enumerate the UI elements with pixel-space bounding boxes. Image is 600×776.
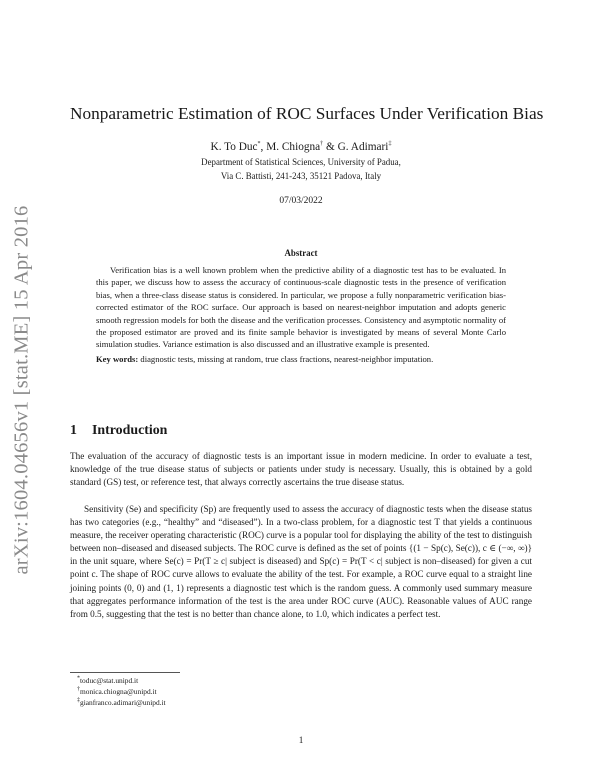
paper-title: Nonparametric Estimation of ROC Surfaces Under Verification Bias xyxy=(70,104,544,123)
author-2-mark: † xyxy=(320,141,324,148)
intro-paragraph-2: Sensitivity (Se) and specificity (Sp) are frequently used to assess the accuracy of diagnostic tests when the disease status has two categories (e.g., “healthy” and “diseased”). In a two-class problem, for a diagnostic test T that yields a continuous measure, the receiver operating characteristic (ROC) curve is a popular tool for displaying the ability of the test to distinguish between non–diseased and diseased subjects. The ROC curve is defined as the set of points {(1 − Sp(c), Se(c)), c ∈ (−∞, ∞)} in the unit square, where Se(c) = Pr(T ≥ c| subject is diseased) and Sp(c) = Pr(T < c| subject is non–diseased) for given a cut point c. The shape of ROC curve allows to evaluate the ability of the test. For example, a ROC curve equal to a straight line joining points (0, 0) and (1, 1) represents a diagnostic test which is the random guess. A commonly used summary measure that aggregates performance information of the test is the area under ROC curve (AUC). Reasonable values of AUC range from 0.5, suggesting that the test is no better than chance alone, to 1.0, which indicates a perfect test. xyxy=(70,504,532,619)
abstract-heading: Abstract xyxy=(284,248,318,258)
affiliation-line-2: Via C. Battisti, 241-243, 35121 Padova, Italy xyxy=(220,171,382,181)
author-1-mark: * xyxy=(257,141,261,148)
page-number: 1 xyxy=(298,735,304,745)
author-1: K. To Duc xyxy=(210,141,258,153)
affiliation-line-1: Department of Statistical Sciences, University of Padua, xyxy=(201,157,401,167)
author-3: & G. Adimari xyxy=(323,141,389,153)
footnote-1 xyxy=(77,676,138,685)
keywords-text: diagnostic tests, missing at random, true class fractions, nearest-neighbor imputation. xyxy=(138,354,434,364)
footnote-1-mark: * xyxy=(77,675,80,682)
arxiv-identifier: arXiv:1604.04656v1 [stat.ME] 15 Apr 2016 xyxy=(10,205,33,575)
footnote-3-text: gianfranco.adimari@unipd.it xyxy=(80,698,166,707)
keywords-label: Key words: xyxy=(96,354,139,364)
section-number: 1 xyxy=(70,423,77,438)
footnote-2-text: monica.chiogna@unipd.it xyxy=(80,687,157,696)
abstract-text: Verification bias is a well known problem when the predictive ability of a diagnostic test has to be evaluated. In this paper, we discuss how to assess the accuracy of continuous-scale diagnostic tests in the presence of verification bias, when a three-class disease status is considered. In particular, we propose a fully nonparametric verification bias-corrected estimator of the ROC surface. Our approach is based on nearest-neighbor imputation and adopts generic smooth regression models for both the disease and the verification processes. Consistency and asymptotic normality of the proposed estimator are proved and its finite sample behavior is investigated by means of several Monte Carlo simulation studies. Variance estimation is also discussed and an illustrative example is presented. xyxy=(96,265,506,350)
footnote-2 xyxy=(77,687,157,696)
footnote-2-mark: † xyxy=(77,686,80,693)
section-heading xyxy=(70,423,167,439)
intro-paragraph-1: The evaluation of the accuracy of diagnostic tests is an important issue in modern medicine. In order to evaluate a test, knowledge of the true disease status of subjects or patients under study is necessary. Usually, this is obtained by a gold standard (GS) test, or reference test, that always correctly ascertains the true disease status. xyxy=(70,451,532,488)
footnote-1-text: toduc@stat.unipd.it xyxy=(80,676,139,685)
arxiv-identifier-margin xyxy=(2,200,42,580)
paper-date: 07/03/2022 xyxy=(279,196,323,206)
footnote-rule xyxy=(70,672,180,673)
footnote-3 xyxy=(77,698,166,707)
footnote-3-mark: ‡ xyxy=(77,697,80,704)
keywords xyxy=(96,353,506,365)
author-list xyxy=(70,141,532,153)
author-2: , M. Chiogna xyxy=(260,141,321,153)
section-title: Introduction xyxy=(92,423,168,438)
author-3-mark: ‡ xyxy=(388,141,392,148)
